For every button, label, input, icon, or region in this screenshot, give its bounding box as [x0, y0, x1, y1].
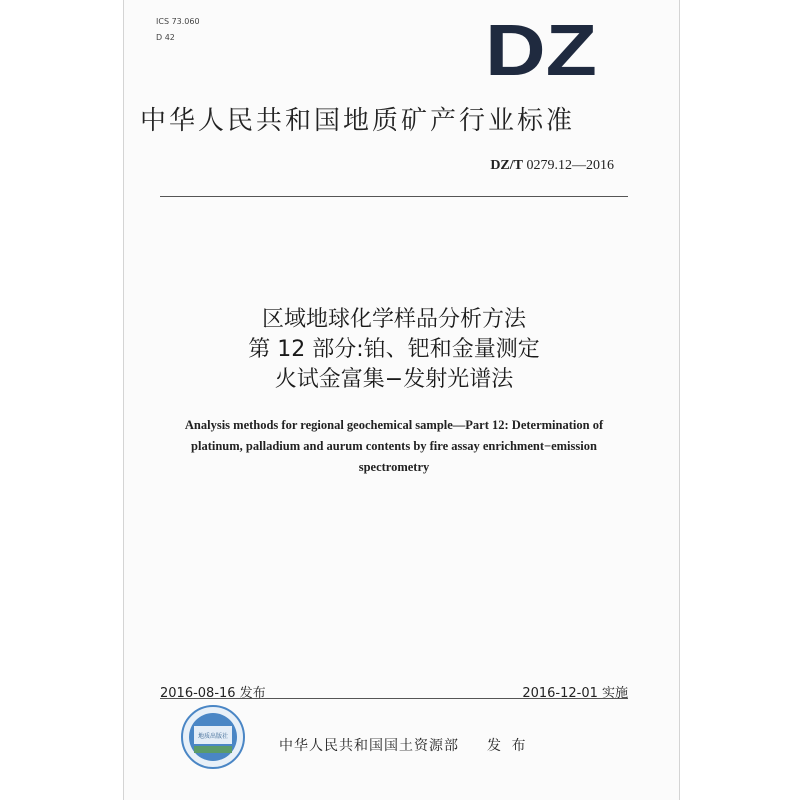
seal-text: 地质出版社 [197, 733, 229, 740]
classification-codes [156, 14, 200, 46]
publisher-seal-icon [180, 704, 246, 770]
issue-date: 2016-08-16 发布 [160, 686, 266, 701]
en-title-line-1: Analysis methods for regional geochemical sample—Part 12: Determination of [184, 418, 604, 432]
en-title-line-2: platinum, palladium and aurum contents by fire assay enrichment−emission [191, 439, 597, 453]
standard-prefix: DZ/T [490, 158, 523, 173]
english-title [163, 415, 625, 478]
header-divider [160, 196, 628, 197]
footer-divider [160, 698, 628, 699]
ics-code: ICS 73.060 [156, 17, 200, 26]
en-title-line-3: spectrometry [358, 460, 430, 474]
standard-number [490, 158, 614, 174]
publish-label: 发 布 [487, 738, 529, 754]
standard-code: 0279.12—2016 [526, 158, 614, 173]
publisher-name: 中华人民共和国国土资源部 [279, 738, 459, 754]
chinese-title [160, 305, 628, 395]
industry-standard-title: 中华人民共和国地质矿产行业标准 [140, 106, 576, 136]
class-code: D 42 [156, 33, 175, 42]
logo-text: DZ [485, 18, 597, 78]
cn-title-line-3: 火试金富集−发射光谱法 [274, 367, 514, 392]
effective-date: 2016-12-01 实施 [522, 686, 628, 701]
dz-logo [485, 18, 597, 78]
cn-title-line-1: 区域地球化学样品分析方法 [261, 307, 526, 332]
cn-title-line-2: 第 12 部分:铂、钯和金量测定 [248, 337, 540, 362]
